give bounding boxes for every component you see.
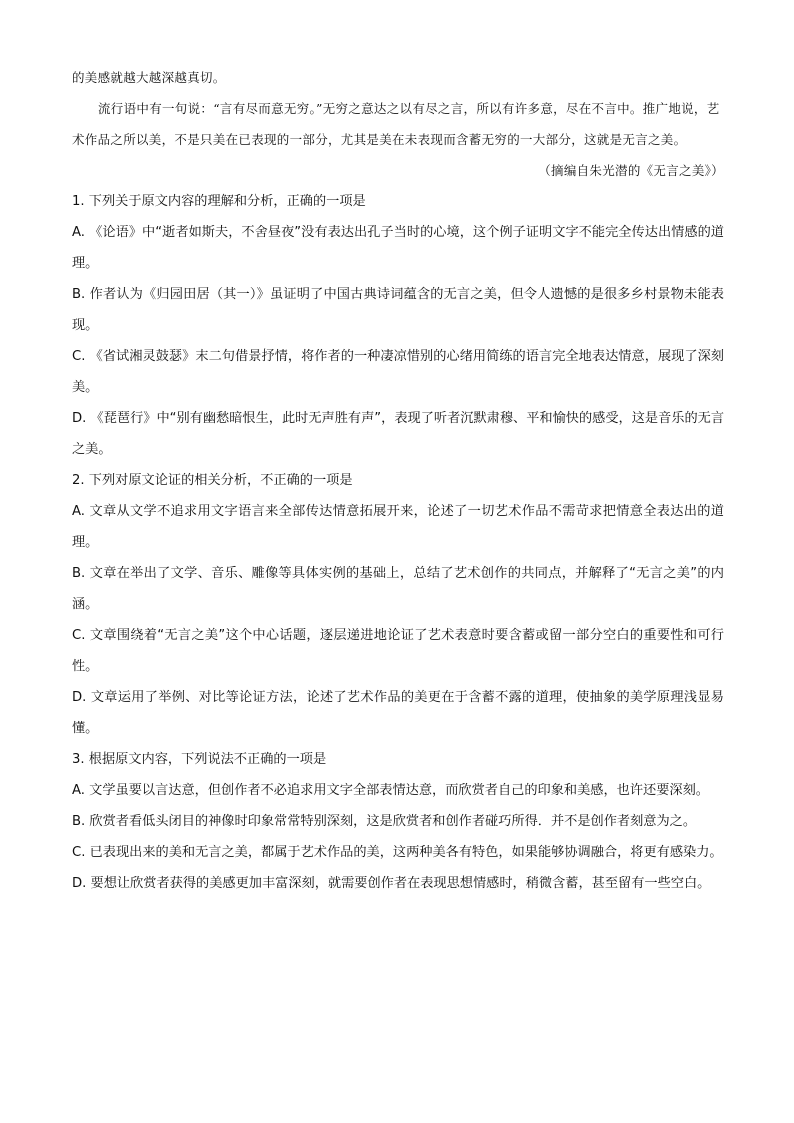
document-page xyxy=(72,62,724,899)
question-option: D. 文章运用了举例、对比等论证方法，论述了艺术作品的美更在于含蓄不露的道理，使抽象的美学原理浅显易懂。 xyxy=(72,690,724,736)
question-option: D. 《琵琶行》中“别有幽愁暗恨生，此时无声胜有声”，表现了听者沉默肃穆、平和愉快的感受，这是音乐的无言之美。 xyxy=(72,411,725,457)
question-option: A. 文学虽要以言达意，但创作者不必追求用文字全部表情达意，而欣赏者自己的印象和美感，也许还要深刻。 xyxy=(72,783,709,798)
question-3 xyxy=(72,744,724,899)
passage-source: （摘编自朱光潜的《无言之美》） xyxy=(538,163,724,178)
question-2 xyxy=(72,465,724,744)
passage-line-top: 的美感就越大越深越真切。 xyxy=(72,70,226,85)
question-stem: 3. 根据原文内容，下列说法不正确的一项是 xyxy=(72,752,327,767)
question-option: B. 作者认为《归园田居（其一）》虽证明了中国古典诗词蕴含的无言之美，但令人遗憾的是很多乡村景物未能表现。 xyxy=(72,287,724,333)
question-option: C. 《省试湘灵鼓瑟》末二句借景抒情，将作者的一种凄凉惜别的心绪用简练的语言完全地表达情意，展现了深刻美。 xyxy=(72,349,724,395)
question-option: C. 已表现出来的美和无言之美，都属于艺术作品的美，这两种美各有特色，如果能够协调融合，将更有感染力。 xyxy=(72,845,723,860)
question-stem: 2. 下列对原文论证的相关分析，不正确的一项是 xyxy=(72,473,353,488)
question-option: D. 要想让欣赏者获得的美感更加丰富深刻，就需要创作者在表现思想情感时，稍微含蓄，甚至留有一些空白。 xyxy=(72,876,711,891)
question-option: A. 文章从文学不追求用文字语言来全部传达情意拓展开来，论述了一切艺术作品不需苛求把情意全表达出的道理。 xyxy=(72,504,724,550)
passage-paragraph: 流行语中有一句说：“言有尽而意无穷。”无穷之意达之以有尽之言，所以有许多意，尽在不言中。推广地说，艺术作品之所以美，不是只美在已表现的一部分，尤其是美在未表现而含蓄无穷的一大部分，这就是无言之美。 xyxy=(72,101,720,147)
question-stem: 1. 下列关于原文内容的理解和分析，正确的一项是 xyxy=(72,194,366,209)
question-1 xyxy=(72,186,724,465)
question-option: B. 欣赏者看低头闭目的神像时印象常常特别深刻，这是欣赏者和创作者碰巧所得．并不是创作者刻意为之。 xyxy=(72,814,697,829)
question-option: A. 《论语》中“逝者如斯夫，不舍昼夜”没有表达出孔子当时的心境，这个例子证明文字不能完全传达出情感的道理。 xyxy=(72,225,724,271)
question-option: C. 文章围绕着“无言之美”这个中心话题，逐层递进地论证了艺术表意时要含蓄或留一部分空白的重要性和可行性。 xyxy=(72,628,724,674)
question-option: B. 文章在举出了文学、音乐、雕像等具体实例的基础上，总结了艺术创作的共同点，并解释了“无言之美”的内涵。 xyxy=(72,566,724,612)
